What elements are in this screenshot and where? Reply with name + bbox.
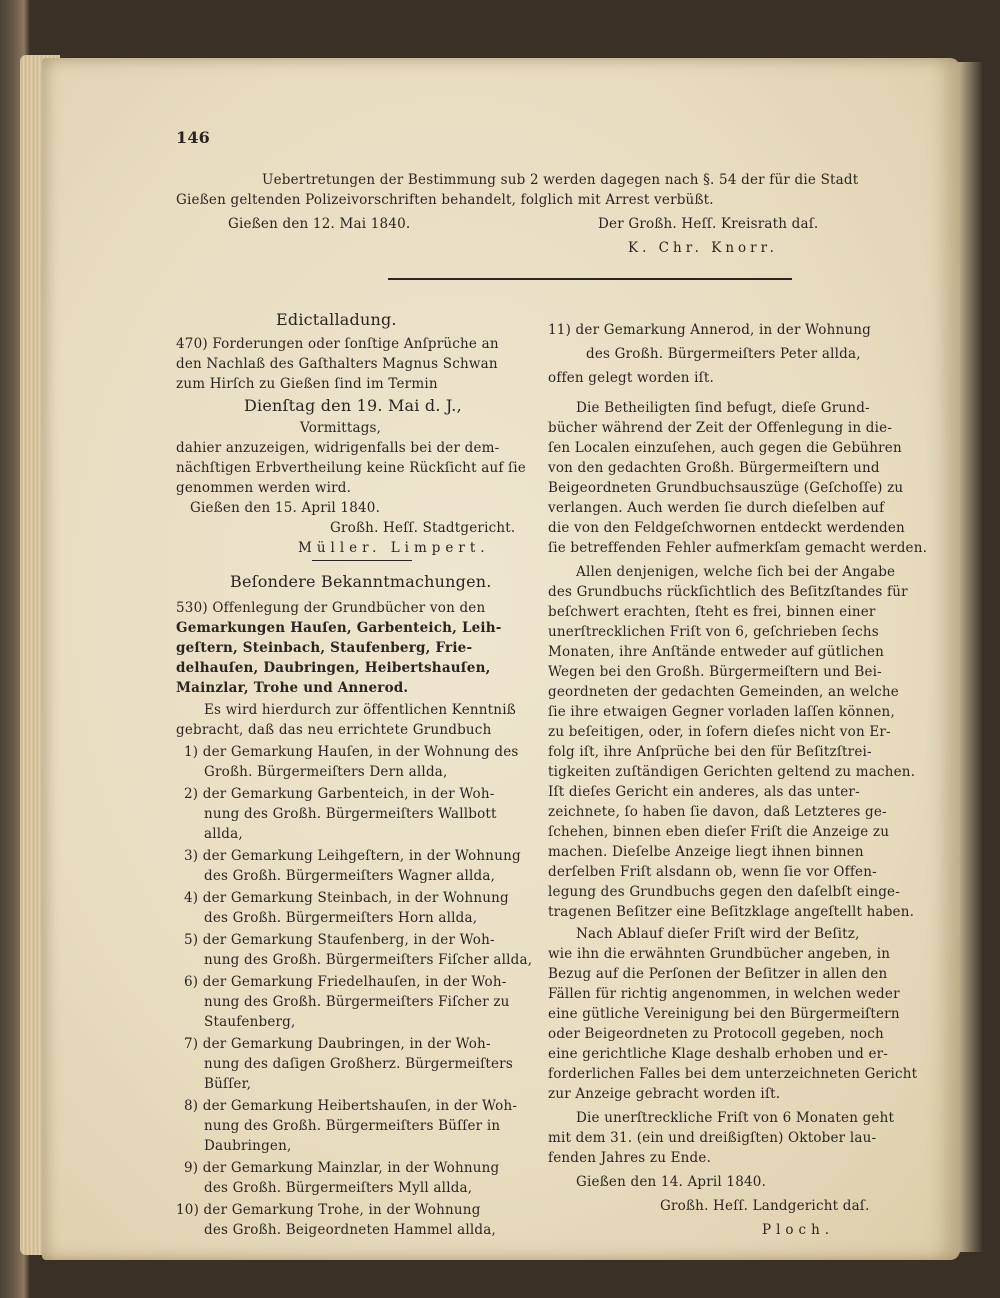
notice530-line: Es wird hierdurch zur öffentlichen Kenntniß bbox=[204, 702, 516, 718]
right-line: des Großh. Bürgermeiſters Peter allda, bbox=[586, 346, 861, 362]
right-line: geordneten der gedachten Gemeinden, an welche bbox=[548, 684, 899, 700]
right-line: tigkeiten zuſtändigen Gerichten geltend zu machen. bbox=[548, 764, 916, 780]
right-line: Bezug auf die Perſonen der Beſitzer in allen den bbox=[548, 966, 888, 982]
list-item: Großh. Bürgermeiſters Dern allda, bbox=[204, 764, 448, 780]
list-item: nung des Großh. Bürgermeiſters Fiſcher allda, bbox=[204, 952, 533, 968]
list-item: 8) der Gemarkung Heibertshauſen, in der Woh- bbox=[184, 1098, 518, 1114]
list-item: 4) der Gemarkung Steinbach, in der Wohnung bbox=[184, 890, 509, 906]
right-line: zur Anzeige gebracht worden iſt. bbox=[548, 1086, 781, 1102]
list-item: des Großh. Bürgermeiſters Myll allda, bbox=[204, 1180, 473, 1196]
right-line: tragenen Beſitzer eine Beſitzklage angeſtellt haben. bbox=[548, 904, 915, 920]
header-date: Gießen den 12. Mai 1840. bbox=[228, 216, 411, 232]
right-line: verlangen. Auch werden ſie durch dieſelben auf bbox=[548, 500, 885, 516]
list-item: 2) der Gemarkung Garbenteich, in der Woh- bbox=[184, 786, 495, 802]
notice530-line: gebracht, daß das neu errichtete Grundbuch bbox=[176, 722, 492, 738]
list-item: nung des Großh. Bürgermeiſters Büſſer in bbox=[204, 1118, 501, 1134]
list-item: 7) der Gemarkung Daubringen, in der Woh- bbox=[184, 1036, 491, 1052]
notice470-line: nächſtigen Erbvertheilung keine Rückſicht auf ſie bbox=[176, 460, 526, 476]
right-line: eine gütliche Vereinigung bei den Bürgermeiſtern bbox=[548, 1006, 900, 1022]
right-line: zeichnete, ſo haben ſie davon, daß Letzteres ge- bbox=[548, 804, 887, 820]
right-line: wie ihn die erwähnten Grundbücher angeben, in bbox=[548, 946, 891, 962]
right-page-shadow bbox=[955, 62, 995, 1252]
header-signature: K. Chr. Knorr. bbox=[628, 240, 778, 256]
header-line-1: Uebertretungen der Bestimmung sub 2 werden dagegen nach §. 54 der für die Stadt bbox=[262, 172, 859, 188]
right-line: Nach Ablauf dieſer Friſt wird der Beſitz, bbox=[576, 926, 860, 942]
notice470-line: Großh. Heſſ. Stadtgericht. bbox=[330, 520, 516, 536]
right-line: Allen denjenigen, welche ſich bei der Angabe bbox=[576, 564, 896, 580]
notice530-line: 530) Offenlegung der Grundbücher von den bbox=[176, 600, 486, 616]
right-line: bücher während der Zeit der Offenlegung in die- bbox=[548, 420, 893, 436]
right-line: folg iſt, ihre Anſprüche bei den für Beſitzſtrei- bbox=[548, 744, 872, 760]
notice470-line: dahier anzuzeigen, widrigenfalls bei der dem- bbox=[176, 440, 500, 456]
page-number: 146 bbox=[176, 128, 210, 147]
right-line: Die unerſtreckliche Friſt von 6 Monaten geht bbox=[576, 1110, 895, 1126]
list-item: nung des daſigen Großherz. Bürgermeiſters bbox=[204, 1056, 513, 1072]
notice470-line: den Nachlaß des Gaſthalters Magnus Schwan bbox=[176, 356, 498, 372]
right-signature: Ploch. bbox=[762, 1222, 835, 1238]
right-line: Iſt dieſes Gericht ein anderes, als das unter- bbox=[548, 784, 860, 800]
notice530-line: Mainzlar, Trohe und Annerod. bbox=[176, 680, 409, 696]
right-line: machen. Dieſelbe Anzeige liegt ihnen binnen bbox=[548, 844, 864, 860]
notice530-line: geſtern, Steinbach, Staufenberg, Frie- bbox=[176, 640, 473, 656]
right-line: oder Beigeordneten zu Protocoll gegeben, noch bbox=[548, 1026, 884, 1042]
right-line: derſelben Friſt alsdann ob, wenn ſie vor Offen- bbox=[548, 864, 877, 880]
list-item: Büſſer, bbox=[204, 1076, 252, 1092]
right-line: 11) der Gemarkung Annerod, in der Wohnung bbox=[548, 322, 872, 338]
right-authority: Großh. Heſſ. Landgericht daſ. bbox=[660, 1198, 870, 1214]
short-divider bbox=[312, 560, 412, 561]
notice530-line: delhauſen, Daubringen, Heibertshauſen, bbox=[176, 660, 491, 676]
list-item: 6) der Gemarkung Friedelhauſen, in der Woh- bbox=[184, 974, 507, 990]
right-line: von den gedachten Großh. Bürgermeiſtern und bbox=[548, 460, 880, 476]
notice470-line: Vormittags, bbox=[300, 420, 382, 436]
list-item: nung des Großh. Bürgermeiſters Wallbott bbox=[204, 806, 497, 822]
notice470-line: 470) Forderungen oder ſonſtige Anſprüche an bbox=[176, 336, 499, 352]
right-line: zu beſeitigen, oder, in ſofern dieſes nicht von Er- bbox=[548, 724, 891, 740]
heading-edictalladung: Edictalladung. bbox=[276, 310, 397, 329]
list-item: nung des Großh. Bürgermeiſters Fiſcher zu bbox=[204, 994, 510, 1010]
right-line: offen gelegt worden iſt. bbox=[548, 370, 714, 386]
right-line: eine gerichtliche Klage deshalb erhoben und er- bbox=[548, 1046, 889, 1062]
header-authority: Der Großh. Heſſ. Kreisrath daſ. bbox=[598, 216, 819, 232]
right-line: unerſtrecklichen Friſt von 6, geſchrieben ſechs bbox=[548, 624, 879, 640]
list-item: 1) der Gemarkung Hauſen, in der Wohnung des bbox=[184, 744, 519, 760]
right-line: die von den Feldgeſchwornen entdeckt werdenden bbox=[548, 520, 905, 536]
list-item: des Großh. Bürgermeiſters Wagner allda, bbox=[204, 868, 496, 884]
list-item: Staufenberg, bbox=[204, 1014, 296, 1030]
notice470-line: Gießen den 15. April 1840. bbox=[190, 500, 381, 516]
right-line: ſchehen, binnen eben dieſer Friſt die Anzeige zu bbox=[548, 824, 890, 840]
header-line-2: Gießen geltenden Polizeivorschriften behandelt, folglich mit Arrest verbüßt. bbox=[176, 192, 714, 208]
right-line: mit dem 31. (ein und dreißigſten) Oktober lau- bbox=[548, 1130, 877, 1146]
right-line: legung des Grundbuchs gegen den daſelbſt einge- bbox=[548, 884, 901, 900]
heading-besondere: Beſondere Bekanntmachungen. bbox=[230, 572, 492, 591]
right-line: des Grundbuchs rückſichtlich des Beſitzſtandes für bbox=[548, 584, 908, 600]
right-line: Wegen bei den Großh. Bürgermeiſtern und Bei- bbox=[548, 664, 882, 680]
notice470-line: zum Hirſch zu Gießen ſind im Termin bbox=[176, 376, 438, 392]
right-line: ſie betreffenden Fehler aufmerkſam gemacht werden. bbox=[548, 540, 928, 556]
notice470-line: genommen werden wird. bbox=[176, 480, 352, 496]
right-line: Die Betheiligten ſind befugt, dieſe Grund- bbox=[576, 400, 870, 416]
list-item: 3) der Gemarkung Leihgeſtern, in der Wohnung bbox=[184, 848, 521, 864]
list-item: des Großh. Bürgermeiſters Horn allda, bbox=[204, 910, 478, 926]
list-item: Daubringen, bbox=[204, 1138, 292, 1154]
notice530-line: Gemarkungen Hauſen, Garbenteich, Leih- bbox=[176, 620, 502, 636]
right-line: Beigeordneten Grundbuchsauszüge (Geſchoſſe) zu bbox=[548, 480, 904, 496]
list-item: 5) der Gemarkung Staufenberg, in der Woh- bbox=[184, 932, 495, 948]
right-date: Gießen den 14. April 1840. bbox=[576, 1174, 767, 1190]
right-line: forderlichen Falles bei dem unterzeichneten Gericht bbox=[548, 1066, 918, 1082]
right-line: ſie ihre etwaigen Gegner vorladen laſſen können, bbox=[548, 704, 895, 720]
list-item: 10) der Gemarkung Trohe, in der Wohnung bbox=[176, 1202, 481, 1218]
right-line: ſen Localen einzuſehen, auch gegen die Gebühren bbox=[548, 440, 902, 456]
notice470-line: Müller. Limpert. bbox=[298, 540, 490, 556]
list-item: des Großh. Beigeordneten Hammel allda, bbox=[204, 1222, 496, 1238]
right-line: Monaten, ihre Anſtände entweder auf gütlichen bbox=[548, 644, 885, 660]
list-item: allda, bbox=[204, 826, 243, 842]
right-line: Fällen für richtig angenommen, in welchen weder bbox=[548, 986, 900, 1002]
notice470-line: Dienſtag den 19. Mai d. J., bbox=[244, 396, 462, 415]
section-divider bbox=[388, 278, 792, 280]
right-line: fenden Jahres zu Ende. bbox=[548, 1150, 712, 1166]
right-line: beſchwert erachten, ſteht es frei, binnen einer bbox=[548, 604, 876, 620]
list-item: 9) der Gemarkung Mainzlar, in der Wohnung bbox=[184, 1160, 500, 1176]
